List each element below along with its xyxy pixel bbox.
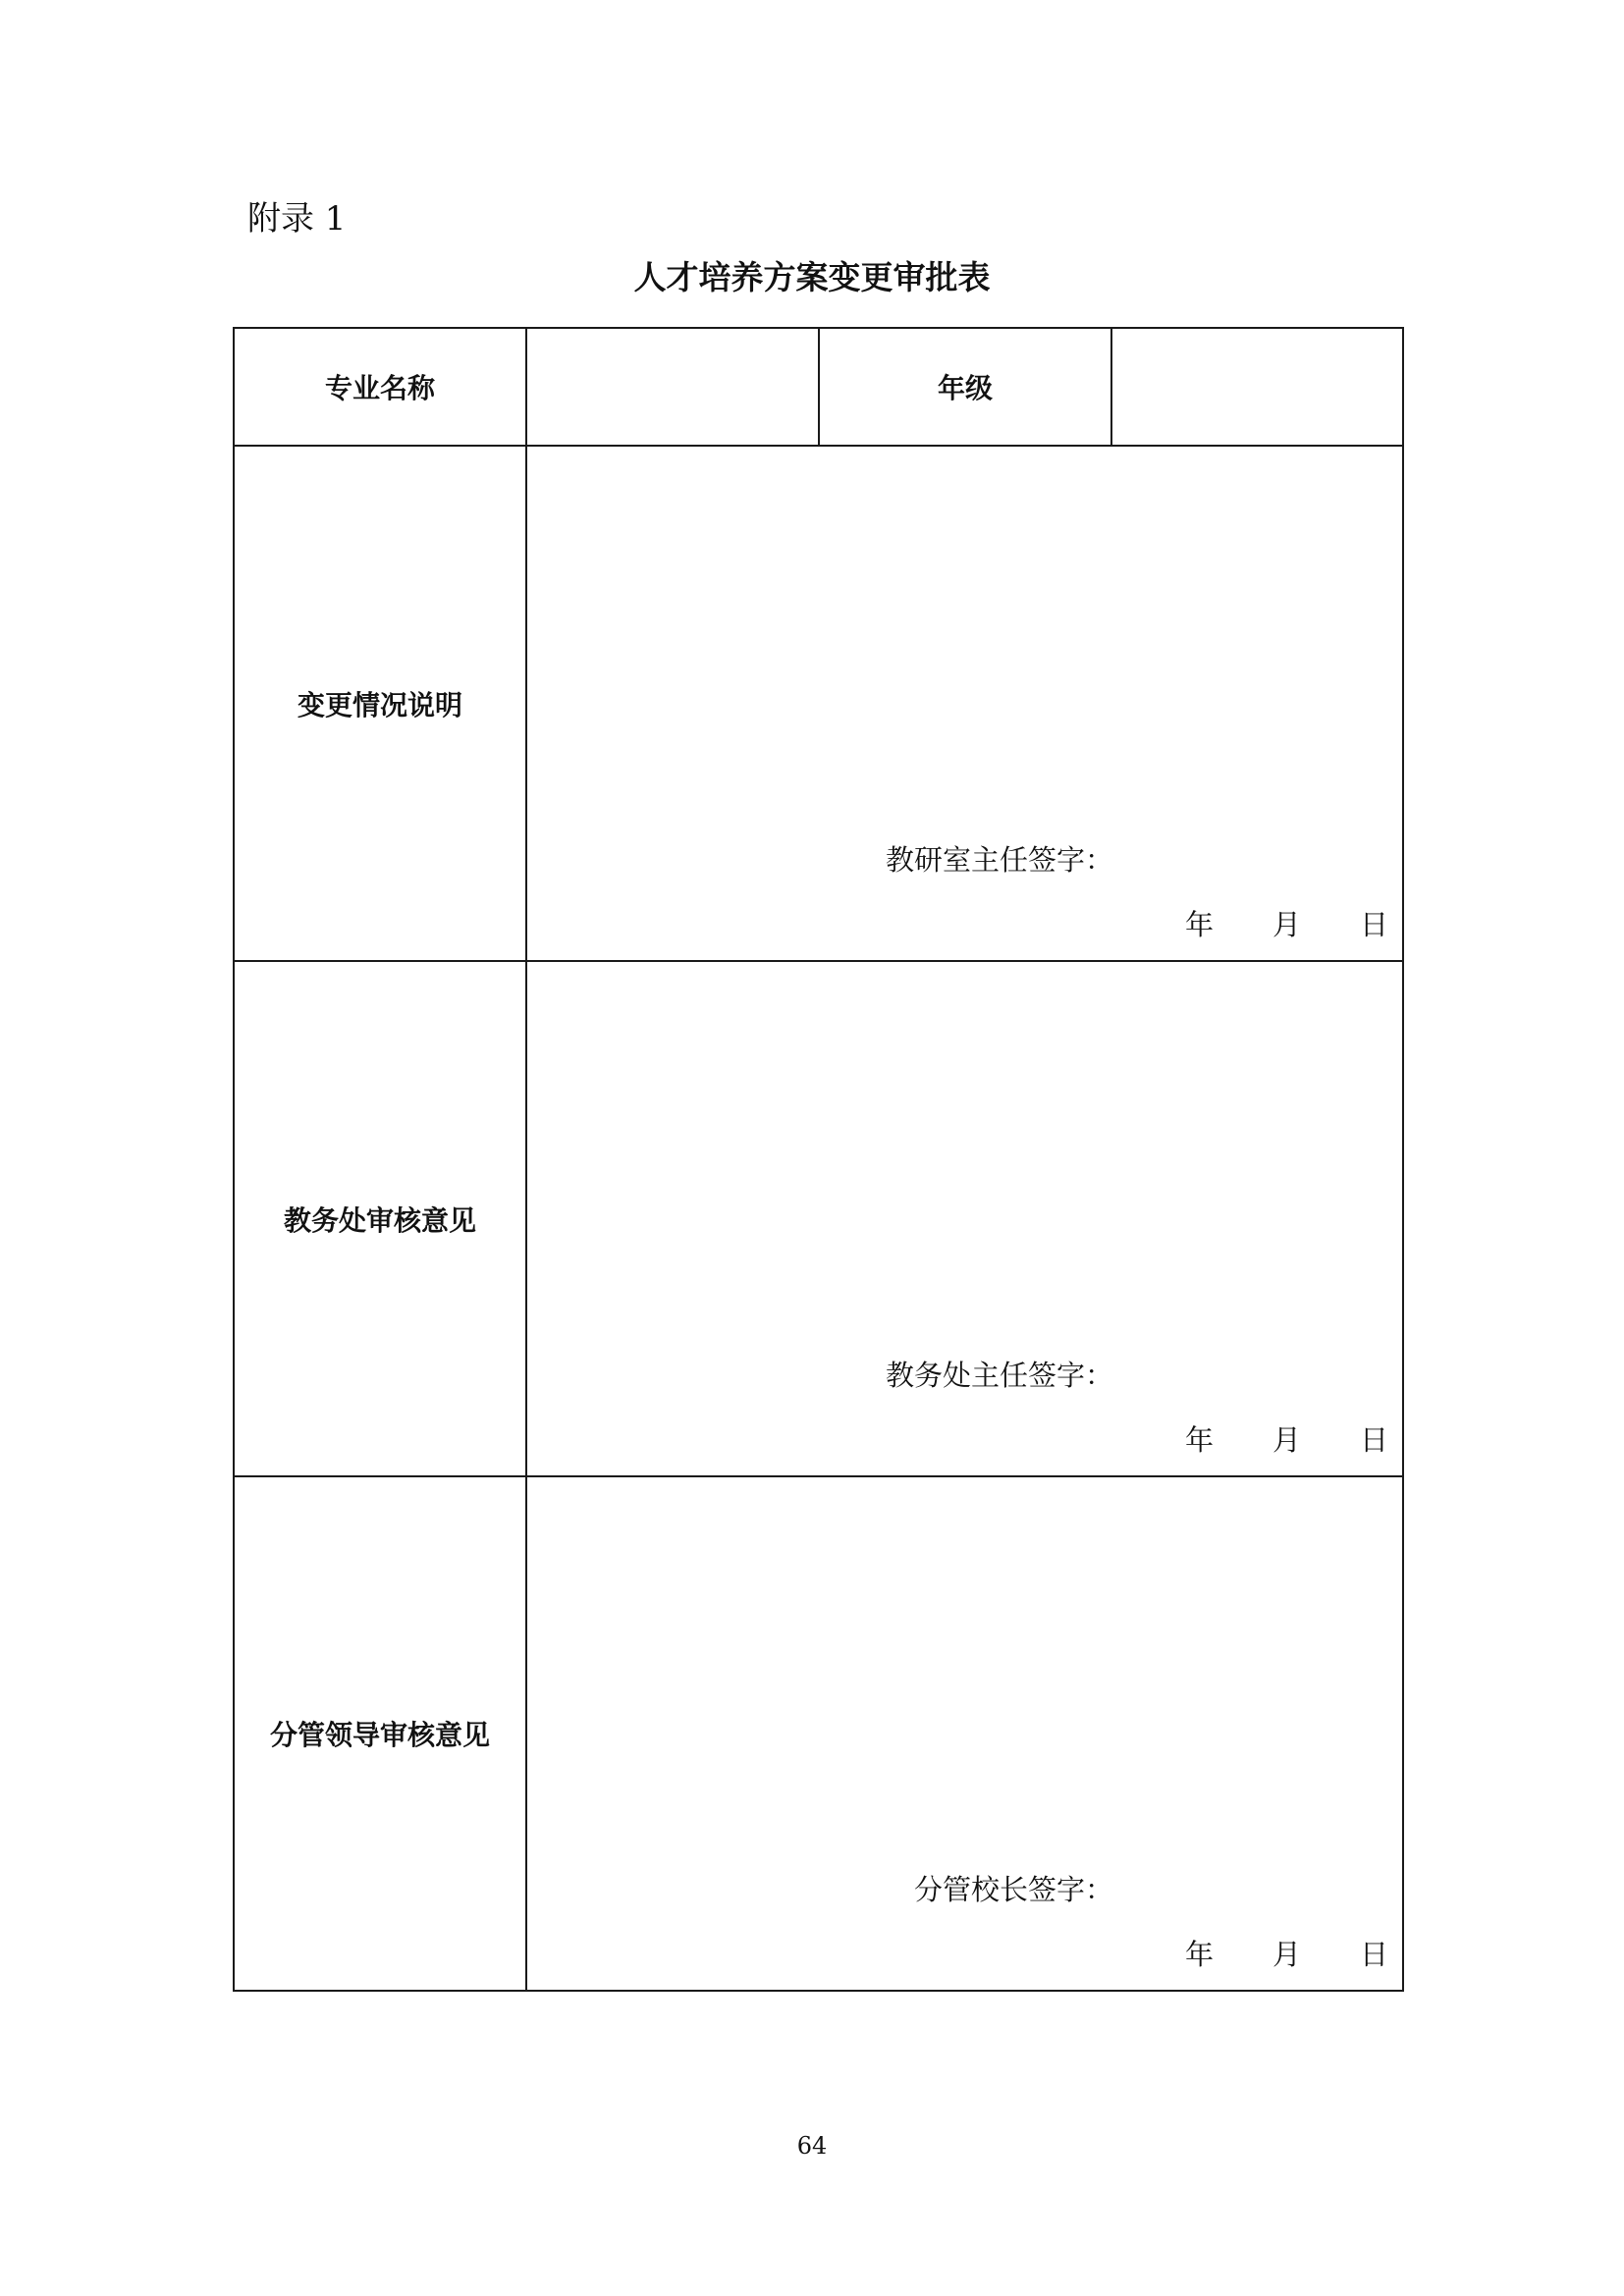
year-label: 年 [1184, 1938, 1214, 1971]
form-title: 人才培养方案变更审批表 [633, 258, 991, 296]
month-label: 月 [1272, 1423, 1301, 1457]
academic-affairs-row [234, 961, 1403, 1476]
academic-affairs-review-field[interactable] [526, 961, 1403, 1476]
change-description-field[interactable] [526, 446, 1403, 961]
day-label: 日 [1359, 908, 1388, 941]
page-number: 64 [796, 2132, 828, 2160]
academic-affairs-director-signature-label: 教务处主任签字： [885, 1359, 1113, 1392]
day-label: 日 [1359, 1938, 1388, 1971]
grade-label: 年级 [819, 328, 1111, 446]
office-director-signature-label: 教研室主任签字： [885, 843, 1113, 877]
leader-review-row [234, 1476, 1403, 1991]
academic-affairs-review-label: 教务处审核意见 [234, 961, 526, 1476]
month-label: 月 [1272, 908, 1301, 941]
major-name-label: 专业名称 [234, 328, 526, 446]
major-name-field[interactable] [526, 328, 819, 446]
year-label: 年 [1184, 908, 1214, 941]
grade-field[interactable] [1111, 328, 1403, 446]
day-label: 日 [1359, 1423, 1388, 1457]
vice-president-signature-label: 分管校长签字： [913, 1873, 1113, 1906]
month-label: 月 [1272, 1938, 1301, 1971]
year-label: 年 [1184, 1423, 1214, 1457]
header-row [234, 328, 1403, 446]
leader-review-label: 分管领导审核意见 [234, 1476, 526, 1991]
date-line [1185, 1420, 1388, 1460]
approval-form-table [233, 327, 1404, 1992]
leader-review-field[interactable] [526, 1476, 1403, 1991]
appendix-label: 附录 1 [247, 199, 347, 239]
change-description-row [234, 446, 1403, 961]
date-line [1185, 1935, 1388, 1974]
date-line [1185, 905, 1388, 944]
change-description-label: 变更情况说明 [234, 446, 526, 961]
